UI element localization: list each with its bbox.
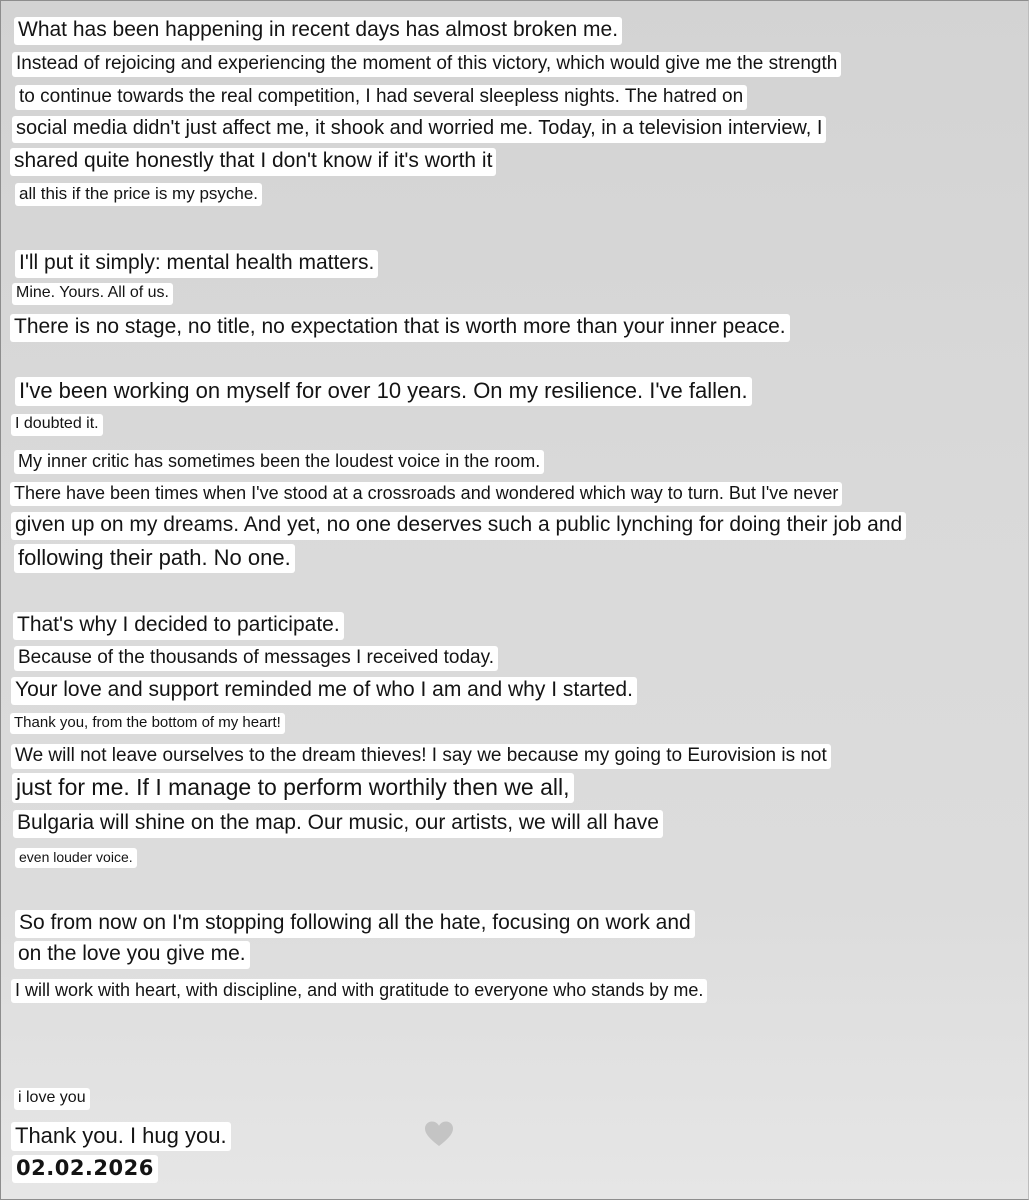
text-line: all this if the price is my psyche.	[15, 183, 262, 206]
text-line: Bulgaria will shine on the map. Our music, our artists, we will all have	[13, 810, 663, 838]
text-line: Your love and support reminded me of who I am and why I started.	[11, 677, 637, 705]
text-line: Instead of rejoicing and experiencing the moment of this victory, which would give me the strength	[12, 52, 841, 77]
text-line: Mine. Yours. All of us.	[12, 283, 173, 305]
text-line: given up on my dreams. And yet, no one deserves such a public lynching for doing their job and	[11, 512, 906, 540]
text-line: I've been working on myself for over 10 years. On my resilience. I've fallen.	[15, 377, 752, 406]
text-line: I will work with heart, with discipline, and with gratitude to everyone who stands by me.	[11, 979, 707, 1003]
text-line: i love you	[14, 1088, 90, 1110]
text-line: I doubted it.	[11, 414, 103, 436]
text-line: So from now on I'm stopping following all the hate, focusing on work and	[15, 910, 695, 938]
text-line: My inner critic has sometimes been the loudest voice in the room.	[14, 450, 544, 474]
text-line: on the love you give me.	[14, 941, 250, 969]
text-line: There is no stage, no title, no expectation that is worth more than your inner peace.	[10, 314, 790, 342]
text-line: just for me. If I manage to perform worthily then we all,	[12, 773, 574, 803]
text-line: shared quite honestly that I don't know if it's worth it	[10, 148, 496, 176]
heart-icon	[424, 1120, 454, 1148]
text-line: That's why I decided to participate.	[13, 612, 344, 640]
text-line: What has been happening in recent days has almost broken me.	[14, 17, 622, 45]
text-line: I'll put it simply: mental health matters.	[15, 250, 378, 278]
text-line: even louder voice.	[15, 848, 137, 868]
text-line: We will not leave ourselves to the dream thieves! I say we because my going to Eurovision is not	[11, 744, 831, 769]
text-line: Thank you. I hug you.	[11, 1122, 231, 1151]
text-line: There have been times when I've stood at a crossroads and wondered which way to turn. But I've never	[10, 482, 842, 506]
text-line: following their path. No one.	[14, 544, 295, 573]
text-line: Because of the thousands of messages I received today.	[14, 646, 498, 671]
text-line: Thank you, from the bottom of my heart!	[10, 713, 285, 734]
text-line: to continue towards the real competition, I had several sleepless nights. The hatred on	[15, 85, 747, 110]
text-line: social media didn't just affect me, it shook and worried me. Today, in a television interview, I	[12, 116, 826, 143]
post-date: 02.02.2026	[12, 1155, 158, 1183]
